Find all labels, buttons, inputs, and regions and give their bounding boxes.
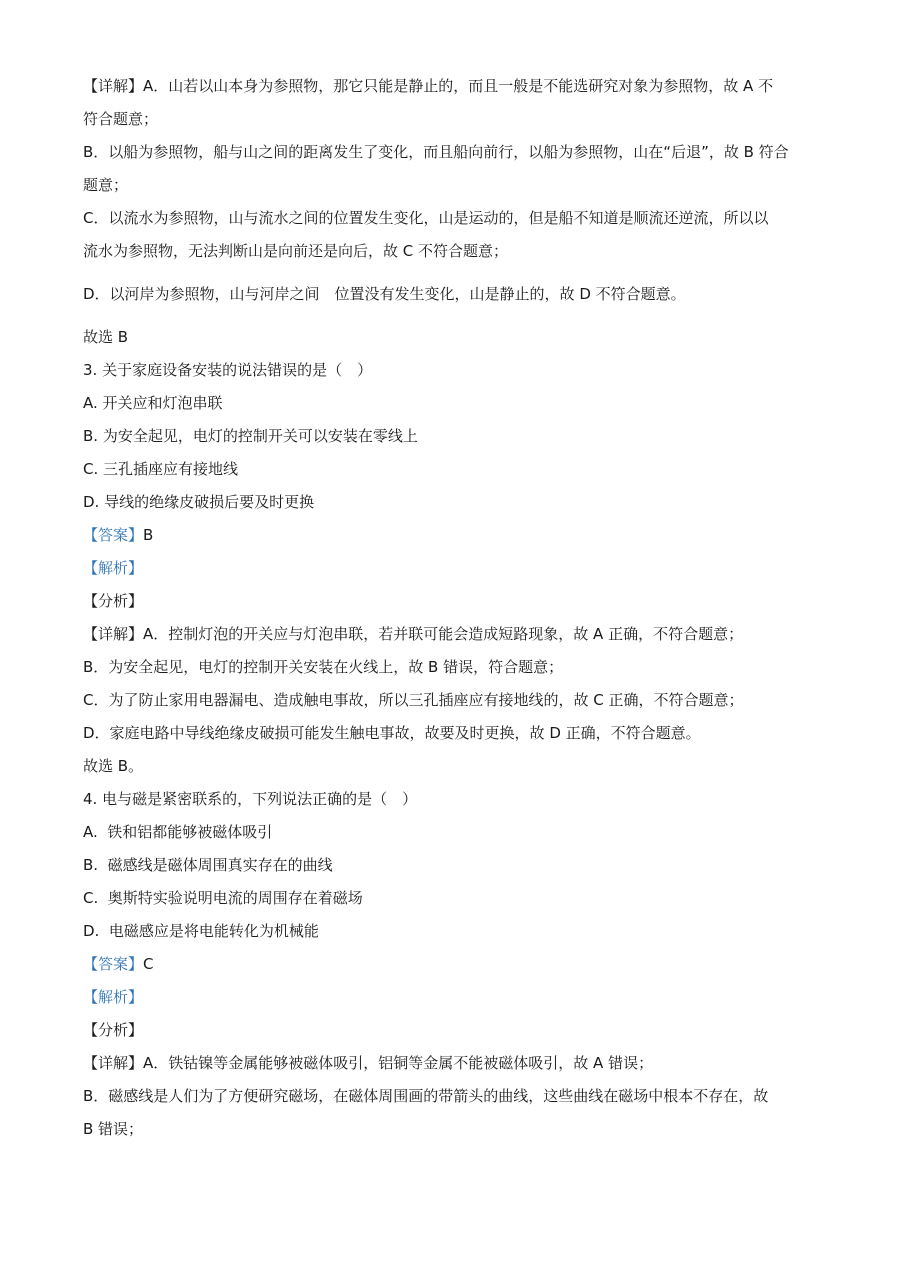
q4-fenxi-tag: 【分析】 [83, 1021, 144, 1039]
q2-detail-c: C．以流水为参照物，山与流水之间的位置发生变化，山是运动的，但是船不知道是顺流还逆流，所以以 [83, 209, 769, 227]
q2-detail-a: 【详解】A．山若以山本身为参照物，那它只能是静止的，而且一般是不能选研究对象为参照物，故 A 不 [83, 77, 774, 95]
q2-detail-b-cont: 题意； [83, 176, 129, 194]
detail-tag: 【详解】 [83, 77, 144, 95]
q3-detail-c: C．为了防止家用电器漏电、造成触电事故，所以三孔插座应有接地线的，故 C 正确，不符合题意； [83, 691, 744, 709]
q2-detail-d: D．以河岸为参照物，山与河岸之间 位置没有发生变化，山是静止的，故 D 不符合题意。 [83, 285, 686, 303]
q3-option-b: B. 为安全起见，电灯的控制开关可以安装在零线上 [83, 427, 418, 445]
question-3 [83, 354, 828, 783]
answer-value: C [143, 955, 154, 973]
q4-detail-b: B．磁感线是人们为了方便研究磁场，在磁体周围画的带箭头的曲线，这些曲线在磁场中根本不存在，故 [83, 1087, 769, 1105]
q3-analysis-tag: 【解析】 [83, 559, 144, 577]
q3-detail-a: 【详解】A．控制灯泡的开关应与灯泡串联，若并联可能会造成短路现象，故 A 正确，不符合题意； [83, 625, 744, 643]
detail-tag: 【详解】 [83, 625, 144, 643]
q3-detail-b: B．为安全起见，电灯的控制开关安装在火线上，故 B 错误，符合题意； [83, 658, 564, 676]
q3-answer [83, 519, 828, 552]
detail-tag: 【详解】 [83, 1054, 144, 1072]
q4-option-a: A. 铁和铝都能够被磁体吸引 [83, 823, 273, 841]
q4-detail-b-cont: B 错误； [83, 1120, 144, 1138]
question-4 [83, 783, 828, 1146]
q3-fenxi-tag: 【分析】 [83, 592, 144, 610]
q3-stem: 3. 关于家庭设备安装的说法错误的是（ ） [83, 361, 373, 379]
q4-option-b: B. 磁感线是磁体周围真实存在的曲线 [83, 856, 333, 874]
q3-detail-d: D．家庭电路中导线绝缘皮破损可能发生触电事故，故要及时更换，故 D 正确，不符合题意。 [83, 724, 701, 742]
q3-option-c: C. 三孔插座应有接地线 [83, 460, 239, 478]
q3-option-a: A. 开关应和灯泡串联 [83, 394, 223, 412]
q3-option-d: D. 导线的绝缘皮破损后要及时更换 [83, 493, 315, 511]
q4-answer [83, 948, 828, 981]
q2-detail-c-cont: 流水为参照物，无法判断山是向前还是向后，故 C 不符合题意； [83, 242, 509, 260]
q4-detail-a: 【详解】A．铁钴镍等金属能够被磁体吸引，铝铜等金属不能被磁体吸引，故 A 错误； [83, 1054, 654, 1072]
q2-detail-a-cont: 符合题意； [83, 110, 159, 128]
q4-stem: 4. 电与磁是紧密联系的，下列说法正确的是（ ） [83, 790, 418, 808]
q2-explanation [83, 70, 828, 354]
answer-value: B [143, 526, 154, 544]
q4-analysis-tag: 【解析】 [83, 988, 144, 1006]
document-page [83, 70, 828, 1146]
answer-tag: 【答案】 [83, 526, 144, 544]
q4-option-c: C. 奥斯特实验说明电流的周围存在着磁场 [83, 889, 363, 907]
q4-option-d: D. 电磁感应是将电能转化为机械能 [83, 922, 319, 940]
q2-detail-b: B．以船为参照物，船与山之间的距离发生了变化，而且船向前行，以船为参照物，山在“后退”，故 B 符合 [83, 143, 789, 161]
answer-tag: 【答案】 [83, 955, 144, 973]
q3-conclusion: 故选 B。 [83, 757, 144, 775]
q2-conclusion: 故选 B [83, 328, 129, 346]
